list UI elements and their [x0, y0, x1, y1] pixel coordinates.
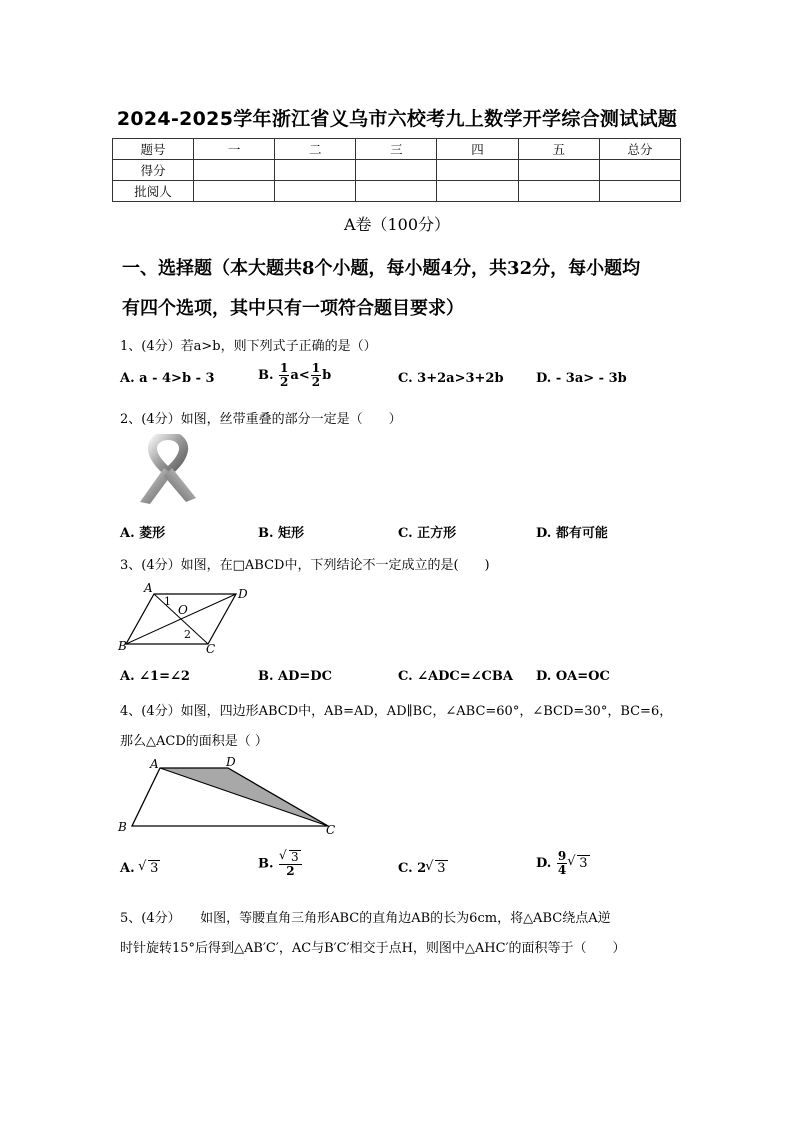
- q4-option-d-fraction: [557, 850, 567, 877]
- label-b: B: [118, 639, 127, 653]
- q2-option-d[interactable]: D. 都有可能: [536, 526, 608, 541]
- score-table-cell: 得分: [113, 160, 194, 181]
- q4-option-d[interactable]: [536, 850, 590, 877]
- q1-option-a[interactable]: A. a - 4>b - 3: [120, 371, 215, 386]
- sqrt-symbol: [568, 855, 589, 871]
- q2-option-b[interactable]: B. 矩形: [258, 526, 305, 541]
- q4-option-c-prefix: C. 2: [398, 861, 427, 876]
- q1-option-b-fraction1: [279, 362, 289, 389]
- score-entry-cell[interactable]: [599, 181, 680, 202]
- score-table-row: [113, 181, 681, 202]
- q4-option-b[interactable]: [258, 850, 303, 878]
- label-b: B: [118, 820, 127, 834]
- q4-stem-line2: 那么△ACD的面积是（ ）: [120, 734, 268, 749]
- score-entry-cell[interactable]: [518, 160, 599, 181]
- label-angle-1: 1: [164, 595, 171, 608]
- q1-option-b-prefix: B.: [258, 368, 274, 383]
- score-table-cell: 五: [518, 139, 599, 160]
- q1-option-b-mid: a<: [290, 368, 310, 383]
- score-table-row: [113, 160, 681, 181]
- q1-option-d[interactable]: D. - 3a> - 3b: [536, 371, 627, 386]
- label-d: D: [238, 587, 248, 601]
- q2-stem: 2、(4分）如图，丝带重叠的部分一定是（ ）: [120, 412, 402, 427]
- q5-stem-line1: 5、(4分） 如图，等腰直角三角形ABC的直角边AB的长为6cm，将△ABC绕点A逆: [120, 911, 611, 926]
- q1-option-b[interactable]: [258, 362, 331, 389]
- q2-option-c[interactable]: C. 正方形: [398, 526, 457, 541]
- fraction-numerator: 1: [280, 361, 289, 375]
- label-a: A: [144, 582, 153, 595]
- score-table-cell: 二: [275, 139, 356, 160]
- fraction-denominator: 2: [280, 375, 289, 389]
- trapezoid-figure: [116, 756, 346, 836]
- score-entry-cell[interactable]: [518, 181, 599, 202]
- radicand: 3: [291, 850, 299, 864]
- label-a: A: [150, 757, 159, 771]
- q3-stem: 3、(4分）如图，在□ABCD中，下列结论不一定成立的是( ): [120, 558, 490, 573]
- fraction-numerator: 1: [311, 361, 321, 375]
- q4-option-d-prefix: D.: [536, 856, 552, 871]
- score-table: [112, 138, 681, 202]
- diagonal-bd: [126, 594, 236, 644]
- fraction-denominator: 2: [286, 864, 295, 878]
- score-table-cell: 题号: [113, 139, 194, 160]
- q4-option-a-prefix: A.: [120, 861, 135, 876]
- score-table-cell: 三: [356, 139, 437, 160]
- q3-option-c[interactable]: C. ∠ADC=∠CBA: [398, 669, 513, 684]
- score-entry-cell[interactable]: [275, 160, 356, 181]
- q3-option-d[interactable]: D. OA=OC: [536, 669, 610, 684]
- fraction-numerator: [279, 850, 302, 865]
- q1-option-b-fraction2: [311, 362, 321, 389]
- label-angle-2: 2: [184, 628, 191, 641]
- q4-option-a[interactable]: [120, 860, 160, 876]
- score-table-cell: 四: [437, 139, 518, 160]
- score-entry-cell[interactable]: [599, 160, 680, 181]
- q4-stem-line1: 4、(4分）如图，四边形ABCD中，AB=AD，AD∥BC，∠ABC=60°，∠BCD=30°，BC=6，: [120, 704, 673, 719]
- score-entry-cell[interactable]: [275, 181, 356, 202]
- section1-heading-line1: 一、选择题（本大题共8个小题，每小题4分，共32分，每小题均: [122, 258, 641, 279]
- section1-heading-line2: 有四个选项，其中只有一项符合题目要求）: [122, 298, 464, 319]
- score-entry-cell[interactable]: [437, 181, 518, 202]
- score-entry-cell[interactable]: [356, 160, 437, 181]
- sqrt-symbol: [280, 850, 301, 864]
- score-entry-cell[interactable]: [356, 181, 437, 202]
- q4-option-c[interactable]: [398, 860, 448, 876]
- score-table-cell: 批阅人: [113, 181, 194, 202]
- q4-option-b-fraction: [279, 850, 302, 878]
- q1-option-c[interactable]: C. 3+2a>3+2b: [398, 371, 504, 386]
- radicand: 3: [579, 856, 588, 871]
- sqrt-symbol: [426, 860, 447, 876]
- radicand: 3: [437, 861, 446, 876]
- ribbon-figure: [128, 434, 208, 508]
- score-table-cell: 一: [194, 139, 275, 160]
- q1-option-b-end: b: [322, 368, 332, 383]
- sqrt-symbol: [139, 860, 160, 876]
- score-table-header-row: [113, 139, 681, 160]
- radicand: 3: [150, 861, 159, 876]
- q5-stem-line2: 时针旋转15°后得到△AB′C′，AC与B′C′相交于点H，则图中△AHC′的面积等于（ ）: [120, 941, 626, 956]
- q2-option-a[interactable]: A. 菱形: [120, 526, 166, 541]
- score-table-cell: 总分: [599, 139, 680, 160]
- q4-option-b-prefix: B.: [258, 856, 274, 872]
- q3-option-a[interactable]: A. ∠1=∠2: [120, 669, 190, 684]
- label-c: C: [326, 823, 336, 836]
- label-c: C: [206, 642, 216, 654]
- fraction-numerator: 9: [557, 849, 567, 863]
- fraction-denominator: 2: [311, 375, 321, 389]
- score-entry-cell[interactable]: [194, 160, 275, 181]
- score-entry-cell[interactable]: [437, 160, 518, 181]
- page-title: 2024-2025学年浙江省义乌市六校考九上数学开学综合测试试题: [116, 108, 678, 130]
- score-entry-cell[interactable]: [194, 181, 275, 202]
- q1-stem: 1、(4分）若a>b，则下列式子正确的是（）: [120, 339, 377, 354]
- parallelogram-figure: [116, 582, 256, 654]
- fraction-denominator: 4: [557, 863, 567, 877]
- label-d: D: [226, 756, 236, 769]
- q3-option-b[interactable]: B. AD=DC: [258, 669, 332, 684]
- section-a-heading: A卷（100分）: [343, 215, 451, 234]
- label-o: O: [178, 603, 188, 617]
